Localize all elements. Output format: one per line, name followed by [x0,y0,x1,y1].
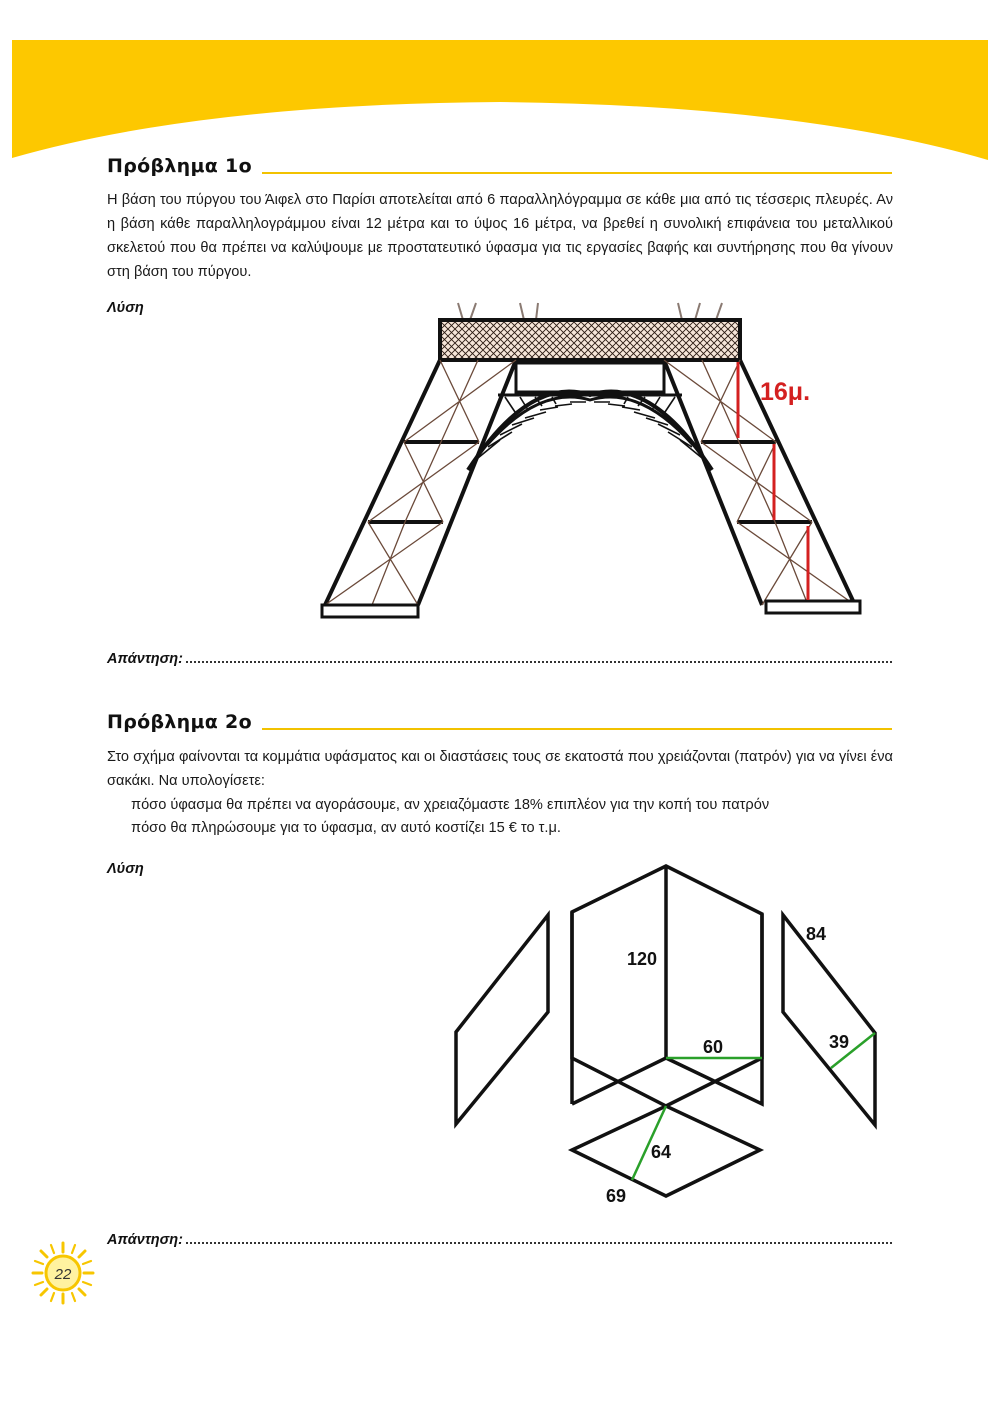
dim-84: 84 [806,924,827,944]
answer-line[interactable] [186,1242,892,1244]
left-front-piece [456,915,548,1124]
platform [440,320,740,360]
problem-2-solution-label: Λύση [107,861,144,877]
heading-rule [262,172,892,174]
page-number: 22 [54,1266,72,1283]
arch [468,392,712,470]
problem-1-text-block [107,188,893,284]
problem-2-bullets [131,794,893,840]
bullet-item: πόσο θα πληρώσουμε για το ύφασμα, αν αυτό κοστίζει 15 € το τ.μ. [131,820,561,836]
dim-60: 60 [703,1037,724,1057]
dim-64: 64 [651,1142,672,1162]
problem-2-text-block [107,745,893,793]
problem-1-title: Πρόβλημα 1ο [107,155,252,177]
bullet-item: πόσο ύφασμα θα πρέπει να αγοράσουμε, αν χρειαζόμαστε 18% επιπλέον για την κοπή του πατρόν [131,797,770,813]
heading-rule [262,728,892,730]
problem-1-heading [107,155,892,177]
dim-39: 39 [829,1032,850,1052]
problem-1-solution-label: Λύση [107,300,144,316]
problem-2-text: Στο σχήμα φαίνονται τα κομμάτια υφάσματος και οι διαστάσεις τους σε εκατοστά που χρειάζονται (πατρόν) για να γίνει ένα σακάκι. Να υπολογίσετε: [107,749,893,789]
problem-2-answer [107,1232,892,1248]
height-label: 16μ. [760,378,811,406]
pattern-pieces-figure [440,855,890,1215]
problem-2-title: Πρόβλημα 2ο [107,711,252,733]
answer-label: Απάντηση: [107,1232,183,1248]
sleeve-piece [783,915,875,1125]
problem-1-text: Η βάση του πύργου του Άιφελ στο Παρίσι αποτελείται από 6 παραλληλόγραμμα σε κάθε μια από τις τέσσερις πλευρές. Αν η βάση κάθε παραλληλογράμμου είναι 12 μέτρα και το ύψος 16 μέτρα, να βρεθεί η συνολική επιφάνεια του μεταλλικού σκελετού που θα πρέπει να καλύψουμε με προστατευτικό ύφασμα για τις εργασίες βαφής και συντήρησης που θα γίνουν στη βάση του πύργου. [107,192,893,280]
left-foot [322,605,418,617]
dim-69: 69 [606,1186,627,1206]
eiffel-base-figure [310,300,885,635]
sun-icon [30,1240,96,1306]
answer-line[interactable] [186,661,892,663]
left-leg [325,360,516,605]
problem-1-answer [107,651,892,667]
answer-label: Απάντηση: [107,651,183,667]
header-banner [0,0,1000,170]
dim-120: 120 [627,949,658,969]
problem-2-heading [107,711,892,733]
right-foot [766,601,860,613]
